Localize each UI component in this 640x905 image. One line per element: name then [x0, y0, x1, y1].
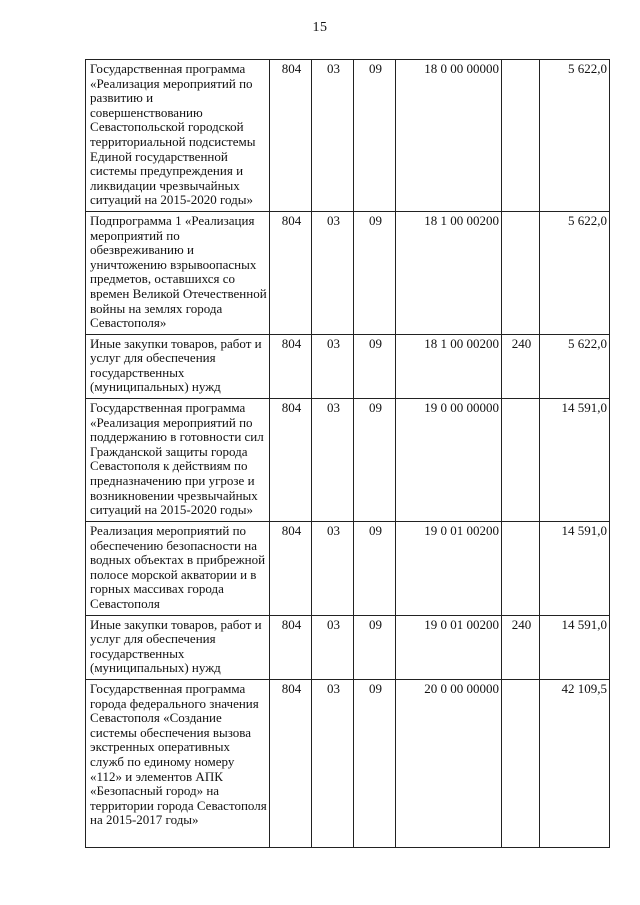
amount-cell: 42 109,5 [540, 680, 610, 848]
gov-code-cell: 804 [270, 211, 312, 334]
gov-code-cell: 804 [270, 60, 312, 212]
subsection-code-cell: 09 [354, 60, 396, 212]
amount-cell: 5 622,0 [540, 334, 610, 398]
gov-code-cell: 804 [270, 615, 312, 679]
target-code-cell: 19 0 01 00200 [396, 615, 502, 679]
subsection-code-cell: 09 [354, 522, 396, 616]
amount-cell: 14 591,0 [540, 399, 610, 522]
amount-cell: 14 591,0 [540, 615, 610, 679]
table-row [86, 211, 610, 334]
page-number: 15 [312, 20, 328, 35]
section-code-cell: 03 [312, 615, 354, 679]
amount-cell: 5 622,0 [540, 211, 610, 334]
table-row [86, 680, 610, 848]
target-code-cell: 20 0 00 00000 [396, 680, 502, 848]
target-code-cell: 18 1 00 00200 [396, 334, 502, 398]
budget-table [85, 59, 610, 848]
row-name-cell: Подпрограмма 1 «Реализация мероприятий по обезвреживанию и уничтожению взрывоопасных предметов, оставшихся со времен Великой Отечественной войны на землях города Севастополя» [86, 211, 270, 334]
section-code-cell: 03 [312, 211, 354, 334]
subsection-code-cell: 09 [354, 399, 396, 522]
target-code-cell: 19 0 00 00000 [396, 399, 502, 522]
row-name-cell: Государственная программа «Реализация мероприятий по развитию и совершенствованию Севастопольской городской территориальной подсистемы Единой государственной системы предупреждения и ликвидации чрезвычайных ситуаций на 2015-2020 годы» [86, 60, 270, 212]
gov-code-cell: 804 [270, 522, 312, 616]
subsection-code-cell: 09 [354, 211, 396, 334]
section-code-cell: 03 [312, 334, 354, 398]
table-row [86, 334, 610, 398]
amount-cell: 5 622,0 [540, 60, 610, 212]
expense-type-cell: 240 [502, 334, 540, 398]
expense-type-cell [502, 399, 540, 522]
row-name-cell: Иные закупки товаров, работ и услуг для обеспечения государственных (муниципальных) нужд [86, 334, 270, 398]
row-name-cell: Государственная программа «Реализация мероприятий по поддержанию в готовности сил Гражданской защиты города Севастополя к действиям по предназначению при угрозе и возникновении чрезвычайных ситуаций на 2015-2020 годы» [86, 399, 270, 522]
section-code-cell: 03 [312, 399, 354, 522]
subsection-code-cell: 09 [354, 334, 396, 398]
expense-type-cell [502, 60, 540, 212]
table-row [86, 615, 610, 679]
gov-code-cell: 804 [270, 399, 312, 522]
section-code-cell: 03 [312, 522, 354, 616]
gov-code-cell: 804 [270, 680, 312, 848]
subsection-code-cell: 09 [354, 680, 396, 848]
subsection-code-cell: 09 [354, 615, 396, 679]
row-name-cell: Иные закупки товаров, работ и услуг для обеспечения государственных (муниципальных) нужд [86, 615, 270, 679]
gov-code-cell: 804 [270, 334, 312, 398]
target-code-cell: 18 0 00 00000 [396, 60, 502, 212]
target-code-cell: 19 0 01 00200 [396, 522, 502, 616]
amount-cell: 14 591,0 [540, 522, 610, 616]
row-name-cell: Реализация мероприятий по обеспечению безопасности на водных объектах в прибрежной полосе морской акватории и в горных массивах города Севастополя [86, 522, 270, 616]
target-code-cell: 18 1 00 00200 [396, 211, 502, 334]
table-row [86, 60, 610, 212]
row-name-cell: Государственная программа города федерального значения Севастополя «Создание системы обеспечения вызова экстренных оперативных служб по единому номеру «112» и элементов АПК «Безопасный город» на территории города Севастополя на 2015-2017 годы» [86, 680, 270, 848]
table-row [86, 399, 610, 522]
expense-type-cell: 240 [502, 615, 540, 679]
expense-type-cell [502, 211, 540, 334]
section-code-cell: 03 [312, 680, 354, 848]
expense-type-cell [502, 522, 540, 616]
section-code-cell: 03 [312, 60, 354, 212]
expense-type-cell [502, 680, 540, 848]
table-row [86, 522, 610, 616]
